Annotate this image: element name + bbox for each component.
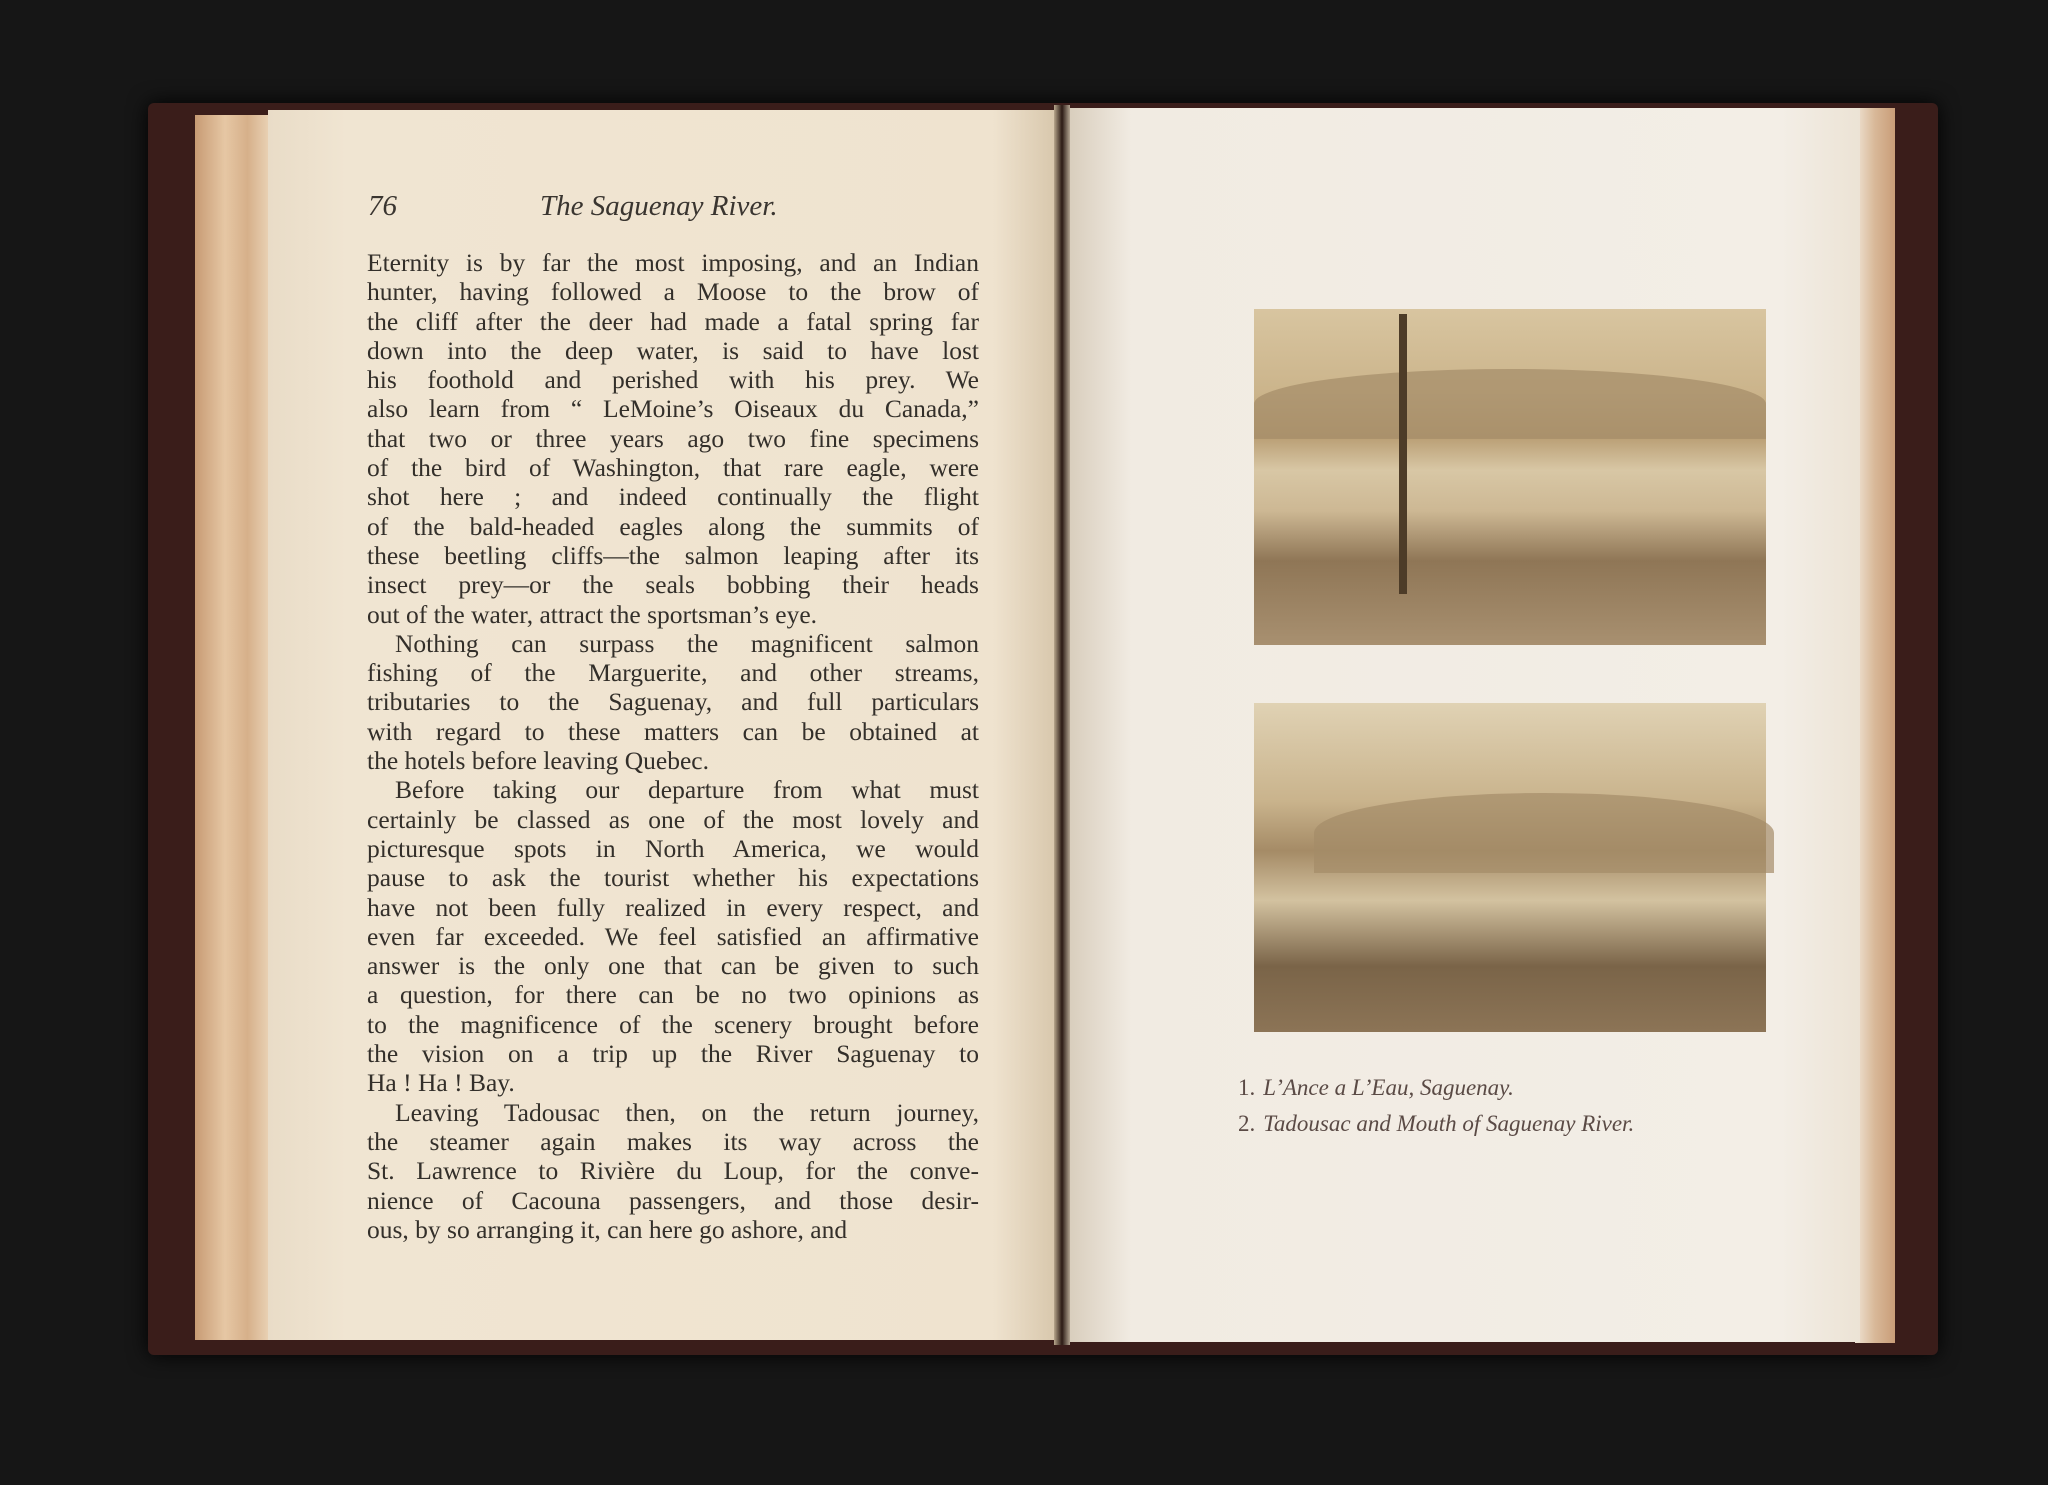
text-line: his foothold and perished with his prey. We (367, 365, 979, 395)
body-text (367, 248, 979, 1244)
text-line: also learn from “ LeMoine’s Oiseaux du Canada,” (367, 394, 979, 424)
text-line: the hotels before leaving Quebec. (367, 746, 709, 776)
photo-captions (1238, 1070, 1634, 1142)
text-line: a question, for there can be no two opinions as (367, 980, 979, 1010)
text-line: Leaving Tadousac then, on the return journey, (395, 1097, 979, 1127)
text-line: that two or three years ago two fine specimens (367, 423, 979, 453)
tree (1399, 314, 1407, 594)
running-title: The Saguenay River. (540, 190, 778, 222)
text-line: these beetling cliffs—the salmon leaping after its (367, 540, 979, 570)
text-line: tributaries to the Saguenay, and full particulars (367, 687, 979, 717)
text-line: the cliff after the deer had made a fatal spring far (367, 306, 979, 336)
text-line: answer is the only one that can be given to such (367, 951, 979, 981)
text-line: down into the deep water, is said to have lost (367, 335, 979, 365)
caption-text: L’Ance a L’Eau, Saguenay. (1263, 1075, 1514, 1100)
photo-tadousac (1254, 703, 1766, 1032)
text-line: fishing of the Marguerite, and other streams, (367, 658, 979, 688)
text-line: ous, by so arranging it, can here go ashore, and (367, 1214, 848, 1244)
text-line: hunter, having followed a Moose to the brow of (367, 277, 979, 307)
page-edges-left (195, 115, 270, 1340)
book-gutter (1054, 105, 1070, 1345)
text-line: Nothing can surpass the magnificent salmon (395, 628, 979, 658)
text-line: of the bald-headed eagles along the summits of (367, 511, 979, 541)
text-line: shot here ; and indeed continually the flight (367, 482, 979, 512)
caption-1 (1238, 1070, 1634, 1106)
text-line: have not been fully realized in every respect, and (367, 892, 979, 922)
text-line: Before taking our departure from what must (395, 775, 979, 805)
text-line: with regard to these matters can be obtained at (367, 716, 979, 746)
text-line: out of the water, attract the sportsman’s eye. (367, 599, 818, 629)
text-line: nience of Cacouna passengers, and those desir- (367, 1185, 979, 1215)
text-line: the vision on a trip up the River Saguenay to (367, 1039, 979, 1069)
page-edges-right (1855, 108, 1895, 1343)
caption-2 (1238, 1106, 1634, 1142)
text-line: pause to ask the tourist whether his expectations (367, 863, 979, 893)
text-line: picturesque spots in North America, we would (367, 833, 979, 863)
text-line: to the magnificence of the scenery brought before (367, 1009, 979, 1039)
photo-lance-a-leau (1254, 309, 1766, 645)
page-header (368, 190, 978, 230)
text-line: Ha ! Ha ! Bay. (367, 1068, 515, 1098)
text-line: of the bird of Washington, that rare eagle, were (367, 453, 979, 483)
text-line: Eternity is by far the most imposing, and an Indian (367, 248, 979, 277)
text-line: the steamer again makes its way across the (367, 1126, 979, 1156)
text-line: St. Lawrence to Rivière du Loup, for the conve- (367, 1156, 979, 1186)
caption-text: Tadousac and Mouth of Saguenay River. (1263, 1111, 1635, 1136)
caption-number: 2. (1238, 1111, 1256, 1136)
text-line: even far exceeded. We feel satisfied an affirmative (367, 921, 979, 951)
caption-number: 1. (1238, 1075, 1256, 1100)
page-number: 76 (368, 190, 397, 222)
text-line: insect prey—or the seals bobbing their heads (367, 570, 979, 600)
text-line: certainly be classed as one of the most lovely and (367, 804, 979, 834)
